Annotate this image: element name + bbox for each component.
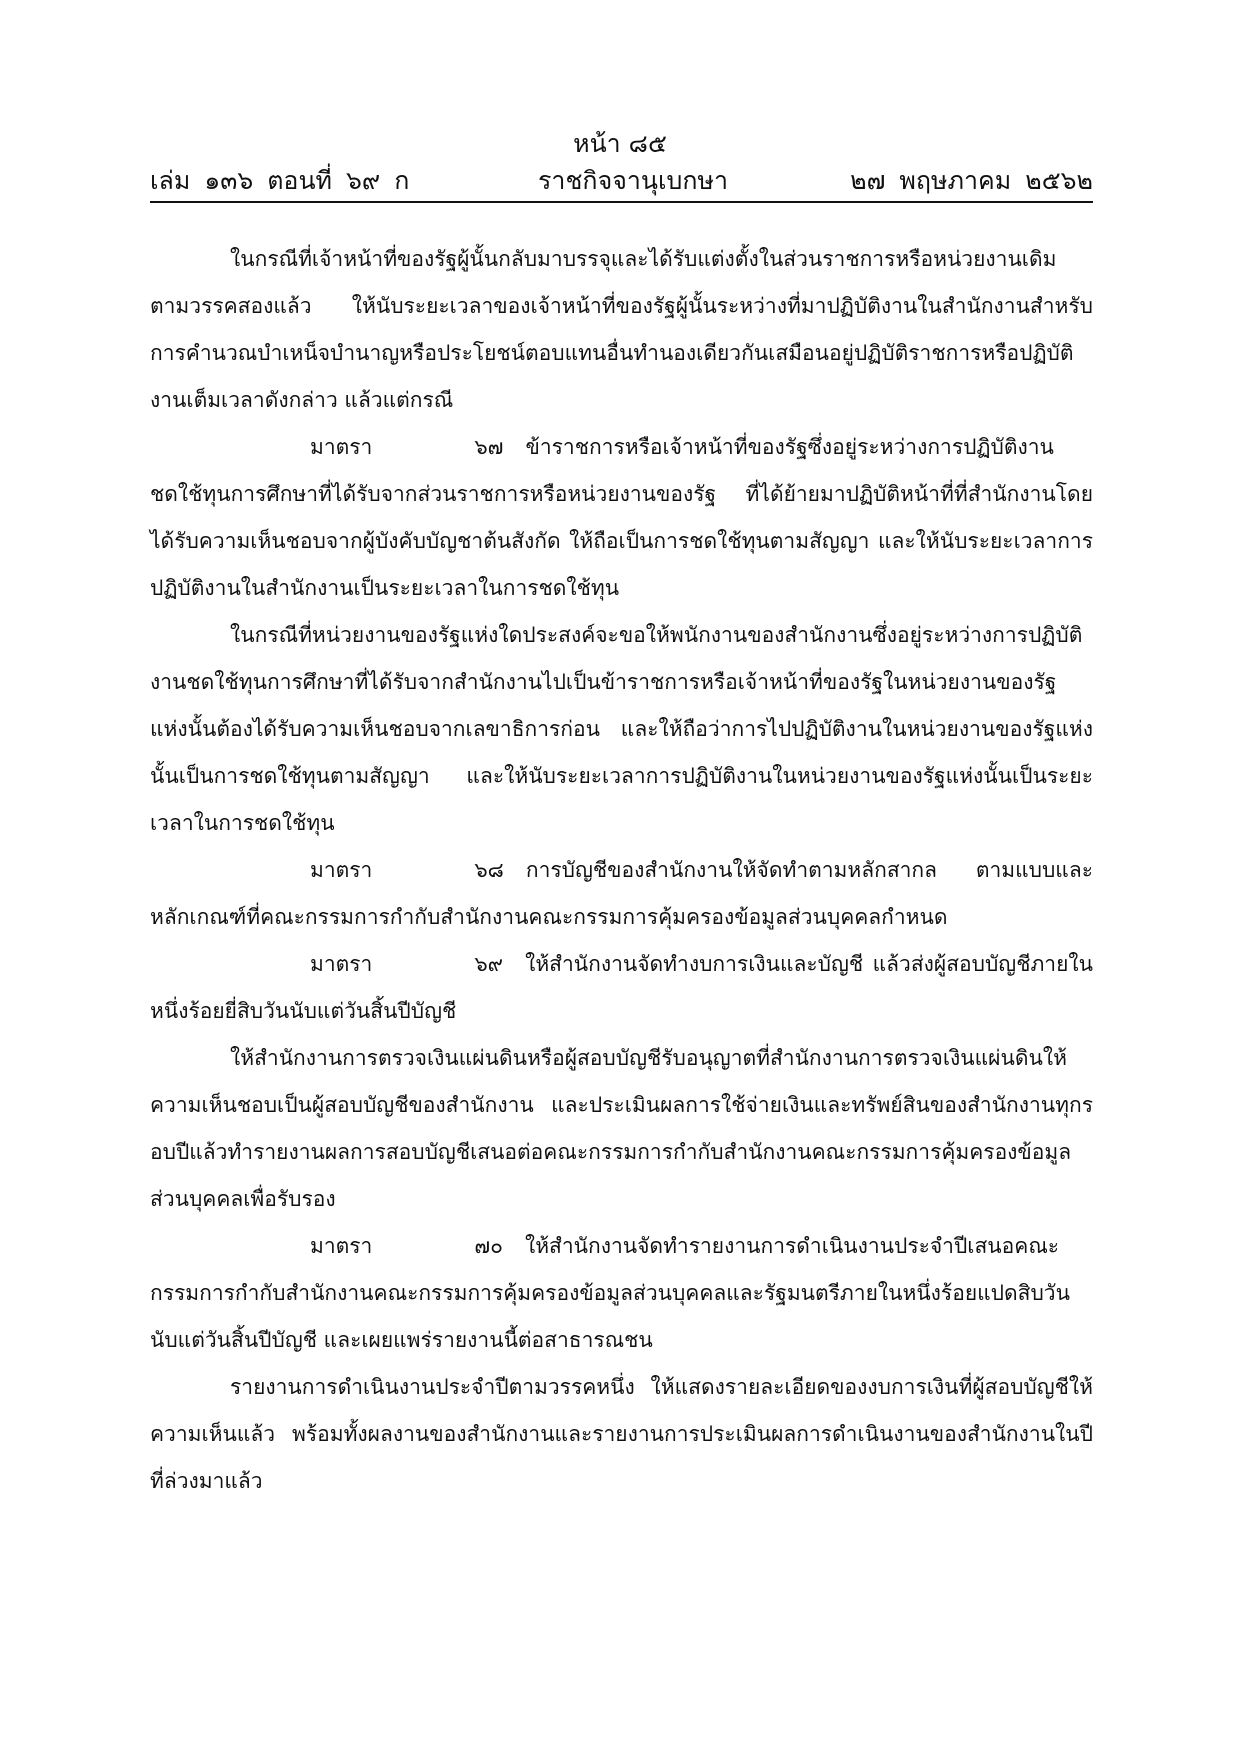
document-body — [150, 236, 1093, 1505]
section-69 — [150, 941, 1093, 1035]
gazette-title: ราชกิจจานุเบกษา — [538, 166, 729, 195]
header-divider — [150, 201, 1093, 203]
issue-section: ก — [394, 166, 410, 195]
section-label: มาตรา — [310, 1234, 373, 1258]
date-month: พฤษภาคม — [899, 166, 1012, 195]
volume-issue — [150, 163, 423, 199]
section-number: ๗๐ — [474, 1234, 503, 1258]
section-text: ข้าราชการหรือเจ้าหน้าที่ของรัฐซึ่งอยู่ระหว่างการปฏิบัติงานชดใช้ทุนการศึกษาที่ได้รับจากส่วนราชการหรือหน่วยงานของรัฐ ที่ได้ย้ายมาปฏิบัติหน้าที่ที่สำนักงานโดยได้รับความเห็นชอบจากผู้บังคับบัญชาต้นสังกัด ให้ถือเป็นการชดใช้ทุนตามสัญญา และให้นับระยะเวลาการปฏิบัติงานในสำนักงานเป็นระยะเวลาในการชดใช้ทุน — [150, 435, 1093, 600]
gazette-header — [150, 163, 1093, 201]
section-label: มาตรา — [310, 952, 373, 976]
publication-date — [836, 163, 1093, 199]
issue-number: ๖๙ — [346, 166, 381, 195]
page-number: หน้า ๘๕ — [573, 129, 667, 158]
section-number: ๖๘ — [474, 858, 504, 882]
paragraph: ให้สำนักงานการตรวจเงินแผ่นดินหรือผู้สอบบัญชีรับอนุญาตที่สำนักงานการตรวจเงินแผ่นดินให้ความเห็นชอบเป็นผู้สอบบัญชีของสำนักงาน และประเมินผลการใช้จ่ายเงินและทรัพย์สินของสำนักงานทุกรอบปีแล้วทำรายงานผลการสอบบัญชีเสนอต่อคณะกรรมการกำกับสำนักงานคณะกรรมการคุ้มครองข้อมูลส่วนบุคคลเพื่อรับรอง — [150, 1046, 1093, 1211]
section-68 — [150, 847, 1093, 941]
section-67 — [150, 424, 1093, 612]
section-text: การบัญชีของสำนักงานให้จัดทำตามหลักสากล ตามแบบและหลักเกณฑ์ที่คณะกรรมการกำกับสำนักงานคณะกรรมการคุ้มครองข้อมูลส่วนบุคคลกำหนด — [150, 858, 1093, 929]
volume-label: เล่ม — [150, 166, 191, 195]
section-label: มาตรา — [310, 435, 373, 459]
section-number: ๖๙ — [474, 952, 504, 976]
paragraph: รายงานการดำเนินงานประจำปีตามวรรคหนึ่ง ให้แสดงรายละเอียดของงบการเงินที่ผู้สอบบัญชีให้ความเห็นแล้ว พร้อมทั้งผลงานของสำนักงานและรายงานการประเมินผลการดำเนินงานของสำนักงานในปีที่ล่วงมาแล้ว — [150, 1375, 1093, 1493]
section-text: ให้สำนักงานจัดทำงบการเงินและบัญชี แล้วส่งผู้สอบบัญชีภายในหนึ่งร้อยยี่สิบวันนับแต่วันสิ้นปีบัญชี — [150, 952, 1093, 1023]
volume-number: ๑๓๖ — [204, 166, 254, 195]
date-year: ๒๕๖๒ — [1025, 166, 1093, 195]
section-number: ๖๗ — [474, 435, 504, 459]
section-label: มาตรา — [310, 858, 373, 882]
section-70 — [150, 1223, 1093, 1364]
paragraph: ในกรณีที่หน่วยงานของรัฐแห่งใดประสงค์จะขอให้พนักงานของสำนักงานซึ่งอยู่ระหว่างการปฏิบัติงานชดใช้ทุนการศึกษาที่ได้รับจากสำนักงานไปเป็นข้าราชการหรือเจ้าหน้าที่ของรัฐในหน่วยงานของรัฐแห่งนั้นต้องได้รับความเห็นชอบจากเลขาธิการก่อน และให้ถือว่าการไปปฏิบัติงานในหน่วยงานของรัฐแห่งนั้นเป็นการชดใช้ทุนตามสัญญา และให้นับระยะเวลาการปฏิบัติงานในหน่วยงานของรัฐแห่งนั้นเป็นระยะเวลาในการชดใช้ทุน — [150, 623, 1093, 835]
date-day: ๒๗ — [850, 166, 886, 195]
issue-label: ตอนที่ — [267, 166, 333, 195]
section-text: ให้สำนักงานจัดทำรายงานการดำเนินงานประจำปีเสนอคณะกรรมการกำกับสำนักงานคณะกรรมการคุ้มครองข้อมูลส่วนบุคคลและรัฐมนตรีภายในหนึ่งร้อยแปดสิบวันนับแต่วันสิ้นปีบัญชี และเผยแพร่รายงานนี้ต่อสาธารณชน — [150, 1234, 1070, 1352]
paragraph: ในกรณีที่เจ้าหน้าที่ของรัฐผู้นั้นกลับมาบรรจุและได้รับแต่งตั้งในส่วนราชการหรือหน่วยงานเดิมตามวรรคสองแล้ว ให้นับระยะเวลาของเจ้าหน้าที่ของรัฐผู้นั้นระหว่างที่มาปฏิบัติงานในสำนักงานสำหรับการคำนวณบำเหน็จบำนาญหรือประโยชน์ตอบแทนอื่นทำนองเดียวกันเสมือนอยู่ปฏิบัติราชการหรือปฏิบัติงานเต็มเวลาดังกล่าว แล้วแต่กรณี — [150, 247, 1093, 412]
